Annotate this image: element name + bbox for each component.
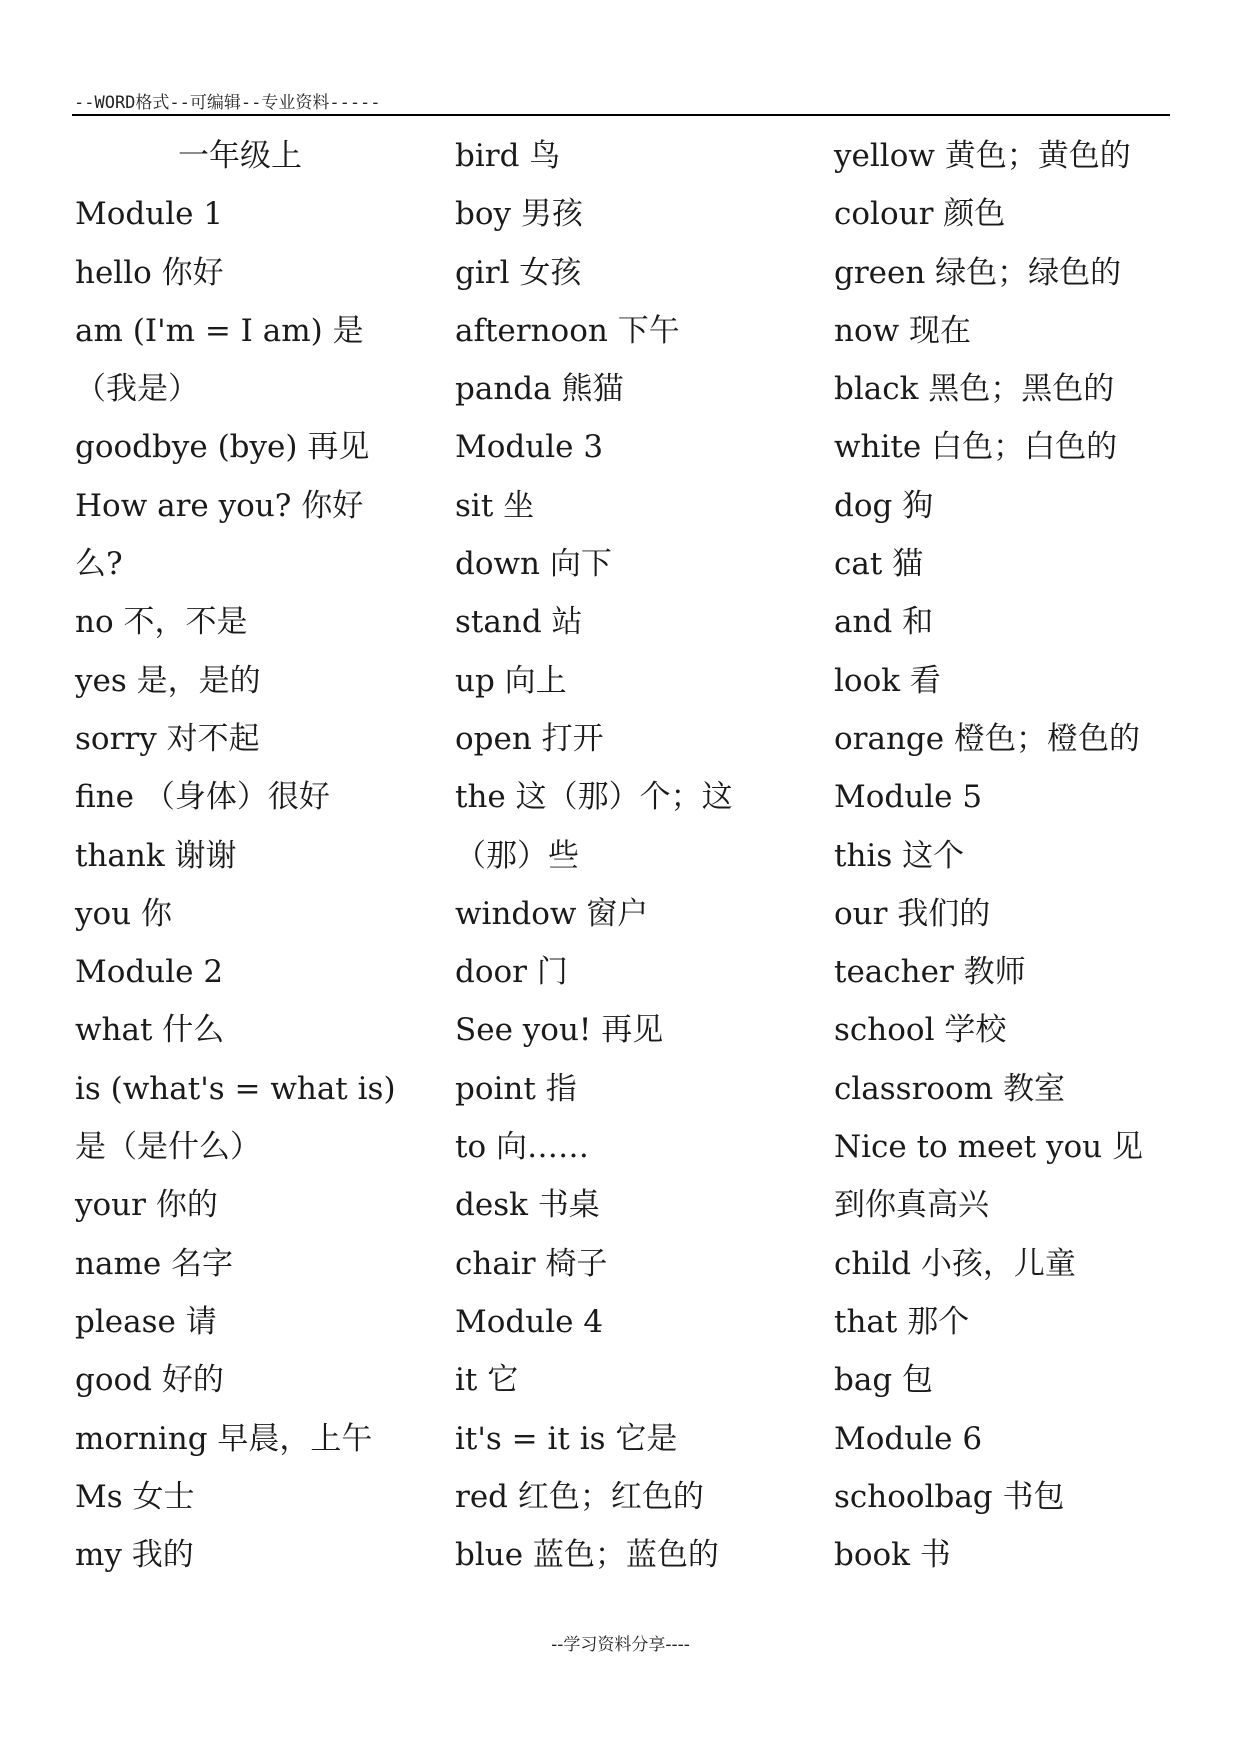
vocab-entry: book 书 — [834, 1537, 951, 1574]
vocab-entry: door 门 — [455, 954, 568, 991]
vocab-entry: teacher 教师 — [834, 954, 1026, 991]
vocab-entry: afternoon 下午 — [455, 312, 680, 349]
vocab-entry: yes 是，是的 — [75, 662, 261, 699]
vocab-entry: black 黑色；黑色的 — [834, 371, 1115, 408]
page-header: --WORD格式--可编辑--专业资料----- — [74, 93, 381, 113]
vocab-entry: that 那个 — [834, 1303, 970, 1340]
vocab-entry: please 请 — [75, 1303, 217, 1340]
vocab-entry: 是（是什么） — [75, 1129, 261, 1166]
vocab-entry: colour 颜色 — [834, 196, 1006, 233]
vocab-entry: sit 坐 — [455, 487, 535, 524]
vocab-entry: sorry 对不起 — [75, 720, 260, 757]
vocab-entry: 么? — [75, 546, 123, 583]
vocab-column-3 — [834, 127, 1174, 1584]
vocab-entry: point 指 — [455, 1070, 577, 1107]
vocab-entry: name 名字 — [75, 1245, 234, 1282]
vocab-entry: （那）些 — [455, 837, 579, 874]
vocab-entry: cat 猫 — [834, 546, 924, 583]
vocab-entry: desk 书桌 — [455, 1187, 600, 1224]
header-divider — [72, 114, 1170, 116]
vocab-entry: look 看 — [834, 662, 941, 699]
vocab-entry: good 好的 — [75, 1362, 224, 1399]
vocab-entry: （我是） — [75, 371, 199, 408]
vocab-entry: How are you? 你好 — [75, 487, 364, 524]
vocab-entry: and 和 — [834, 604, 934, 641]
vocab-entry: fine （身体）很好 — [75, 779, 330, 816]
vocab-entry: panda 熊猫 — [455, 371, 624, 408]
vocab-entry: hello 你好 — [75, 254, 224, 291]
vocab-entry: yellow 黄色；黄色的 — [834, 138, 1131, 174]
vocab-entry: green 绿色；绿色的 — [834, 254, 1122, 291]
vocab-entry: it 它 — [455, 1362, 519, 1399]
vocab-entry: chair 椅子 — [455, 1245, 608, 1282]
vocab-entry: child 小孩，儿童 — [834, 1245, 1076, 1282]
vocab-entry: goodbye (bye) 再见 — [75, 429, 370, 466]
vocab-column-1 — [75, 127, 405, 1584]
section-heading: 一年级上 — [178, 138, 302, 174]
vocab-entry: our 我们的 — [834, 895, 991, 932]
vocab-entry: stand 站 — [455, 604, 583, 641]
section-heading: Module 6 — [834, 1420, 983, 1457]
vocab-entry: red 红色；红色的 — [455, 1478, 704, 1515]
vocab-entry: it's = it is 它是 — [455, 1420, 678, 1457]
vocab-entry: to 向…… — [455, 1129, 589, 1166]
vocab-entry: you 你 — [75, 895, 172, 932]
vocab-entry: now 现在 — [834, 312, 972, 349]
section-heading: Module 3 — [455, 429, 604, 466]
vocab-entry: orange 橙色；橙色的 — [834, 720, 1140, 757]
vocab-entry: no 不，不是 — [75, 604, 248, 641]
section-heading: Module 4 — [455, 1303, 604, 1340]
vocab-entry: See you! 再见 — [455, 1012, 664, 1049]
vocab-entry: bird 鸟 — [455, 138, 561, 174]
vocab-entry: blue 蓝色；蓝色的 — [455, 1537, 719, 1574]
vocab-entry: Ms 女士 — [75, 1478, 195, 1515]
vocab-entry: thank 谢谢 — [75, 837, 237, 874]
vocab-entry: up 向上 — [455, 662, 567, 699]
vocab-entry: schoolbag 书包 — [834, 1478, 1065, 1515]
page-footer: --学习资料分享---- — [551, 1635, 690, 1655]
vocab-entry: morning 早晨，上午 — [75, 1420, 373, 1457]
vocab-entry: the 这（那）个；这 — [455, 779, 733, 816]
vocab-entry: classroom 教室 — [834, 1070, 1065, 1107]
vocab-entry: white 白色；白色的 — [834, 429, 1118, 466]
vocab-entry: window 窗户 — [455, 895, 649, 932]
vocab-entry: down 向下 — [455, 546, 612, 583]
vocab-entry: girl 女孩 — [455, 254, 582, 291]
vocab-entry: 到你真高兴 — [834, 1187, 989, 1224]
vocab-entry: dog 狗 — [834, 487, 934, 524]
vocab-entry: open 打开 — [455, 720, 604, 757]
vocab-entry: am (I'm = I am) 是 — [75, 312, 364, 349]
vocab-entry: Nice to meet you 见 — [834, 1129, 1143, 1166]
vocab-entry: my 我的 — [75, 1537, 194, 1574]
section-heading: Module 2 — [75, 954, 224, 991]
vocab-entry: boy 男孩 — [455, 196, 583, 233]
vocab-entry: this 这个 — [834, 837, 965, 874]
vocab-entry: bag 包 — [834, 1362, 934, 1399]
vocab-entry: your 你的 — [75, 1187, 218, 1224]
vocab-entry: school 学校 — [834, 1012, 1007, 1049]
vocab-entry: what 什么 — [75, 1012, 225, 1049]
section-heading: Module 5 — [834, 779, 983, 816]
vocab-column-2 — [455, 127, 785, 1584]
vocab-entry: is (what's = what is) — [75, 1070, 396, 1107]
section-heading: Module 1 — [75, 196, 224, 233]
